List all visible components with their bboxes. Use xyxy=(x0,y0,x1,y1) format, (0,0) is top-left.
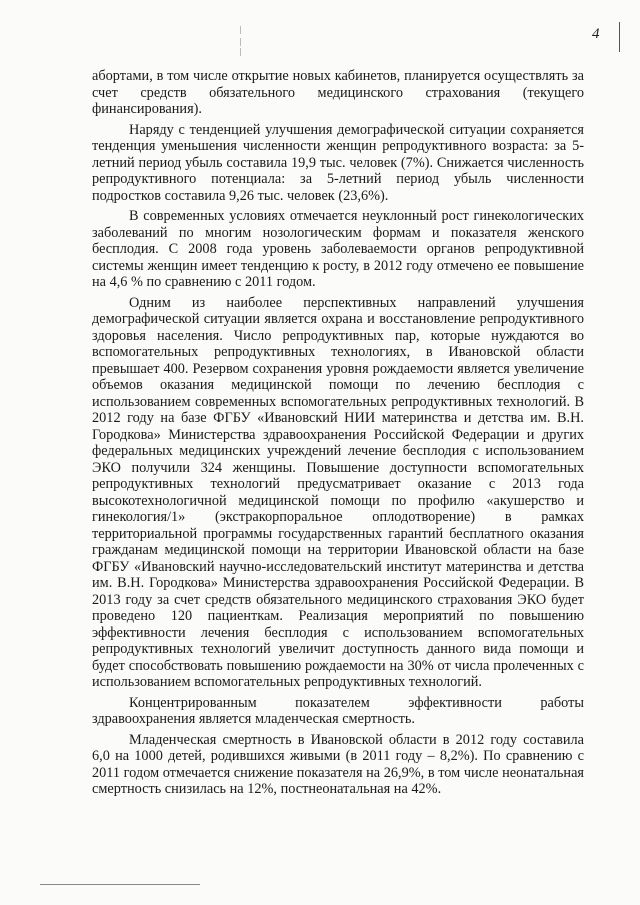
fold-mark xyxy=(240,48,241,56)
document-body xyxy=(92,68,584,798)
page-number: 4 xyxy=(592,26,600,42)
paragraph: Концентрированным показателем эффективности работы здравоохранения является младенческая смертность. xyxy=(92,694,584,727)
fold-mark xyxy=(240,26,241,34)
bottom-rule xyxy=(40,884,200,885)
paragraph: Одним из наиболее перспективных направлений улучшения демографической ситуации является охрана и восстановление репродуктивного здоровья населения. Число репродуктивных пар, которые нуждаются во вспомогательных репродуктивных технологиях, в Ивановской области превышает 400. Резервом сохранения уровня рождаемости является увеличение объемов оказания медицинской помощи по лечению бесплодия с использованием современных вспомогательных репродуктивных технологий. В 2012 году на базе ФГБУ «Ивановский НИИ материнства и детства им. В.Н. Городкова» Министерства здравоохранения Российской Федерации и других федеральных медицинских учреждений лечение бесплодия с использованием ЭКО получили 324 женщины. Повышение доступности вспомогательных репродуктивных технологий предусматривает оказание с 2013 года высокотехнологичной медицинской помощи по профилю «акушерство и гинекология/1» (экстракорпоральное оплодотворение) в рамках территориальной программы государственных гарантий бесплатного оказания гражданам медицинской помощи на территории Ивановской области на базе ФГБУ «Ивановский научно-исследовательский институт материнства и детства им. В.Н. Городкова» Министерства здравоохранения Российской Федерации. В 2013 году за счет средств обязательного медицинского страхования ЭКО будет проведено 120 пациенткам. Реализация мероприятий по повышению эффективности лечения бесплодия с использованием вспомогательных репродуктивных технологий увеличит доступность данного вида помощи и будет способствовать повышению рождаемости на 30% от числа пролеченных с использованием вспомогательных репродуктивных технологий. xyxy=(92,294,584,690)
paragraph: абортами, в том числе открытие новых кабинетов, планируется осуществлять за счет средств обязательного медицинского страхования (текущего финансирования). xyxy=(92,68,584,117)
paragraph: Младенческая смертность в Ивановской области в 2012 году составила 6,0 на 1000 детей, родившихся живыми (в 2011 году – 8,2%). По сравнению с 2011 годом отмечается снижение показателя на 26,9%, в том числе неонатальная смертность снизилась на 12%, постнеонатальная на 42%. xyxy=(92,731,584,797)
paragraph: В современных условиях отмечается неуклонный рост гинекологических заболеваний по многим нозологическим формам и показателя женского бесплодия. С 2008 года уровень заболеваемости органов репродуктивной системы женщин имеет тенденцию к росту, в 2012 году отмечено ее повышение на 4,6 % по сравнению с 2011 годом. xyxy=(92,208,584,290)
edge-mark xyxy=(619,22,620,52)
paragraph: Наряду с тенденцией улучшения демографической ситуации сохраняется тенденция уменьшения численности женщин репродуктивного возраста: за 5-летний период убыль составила 19,9 тыс. человек (7%). Снижается численность репродуктивного потенциала: за 5-летний период убыль численности подростков составила 9,26 тыс. человек (23,6%). xyxy=(92,121,584,204)
fold-mark xyxy=(240,38,241,46)
